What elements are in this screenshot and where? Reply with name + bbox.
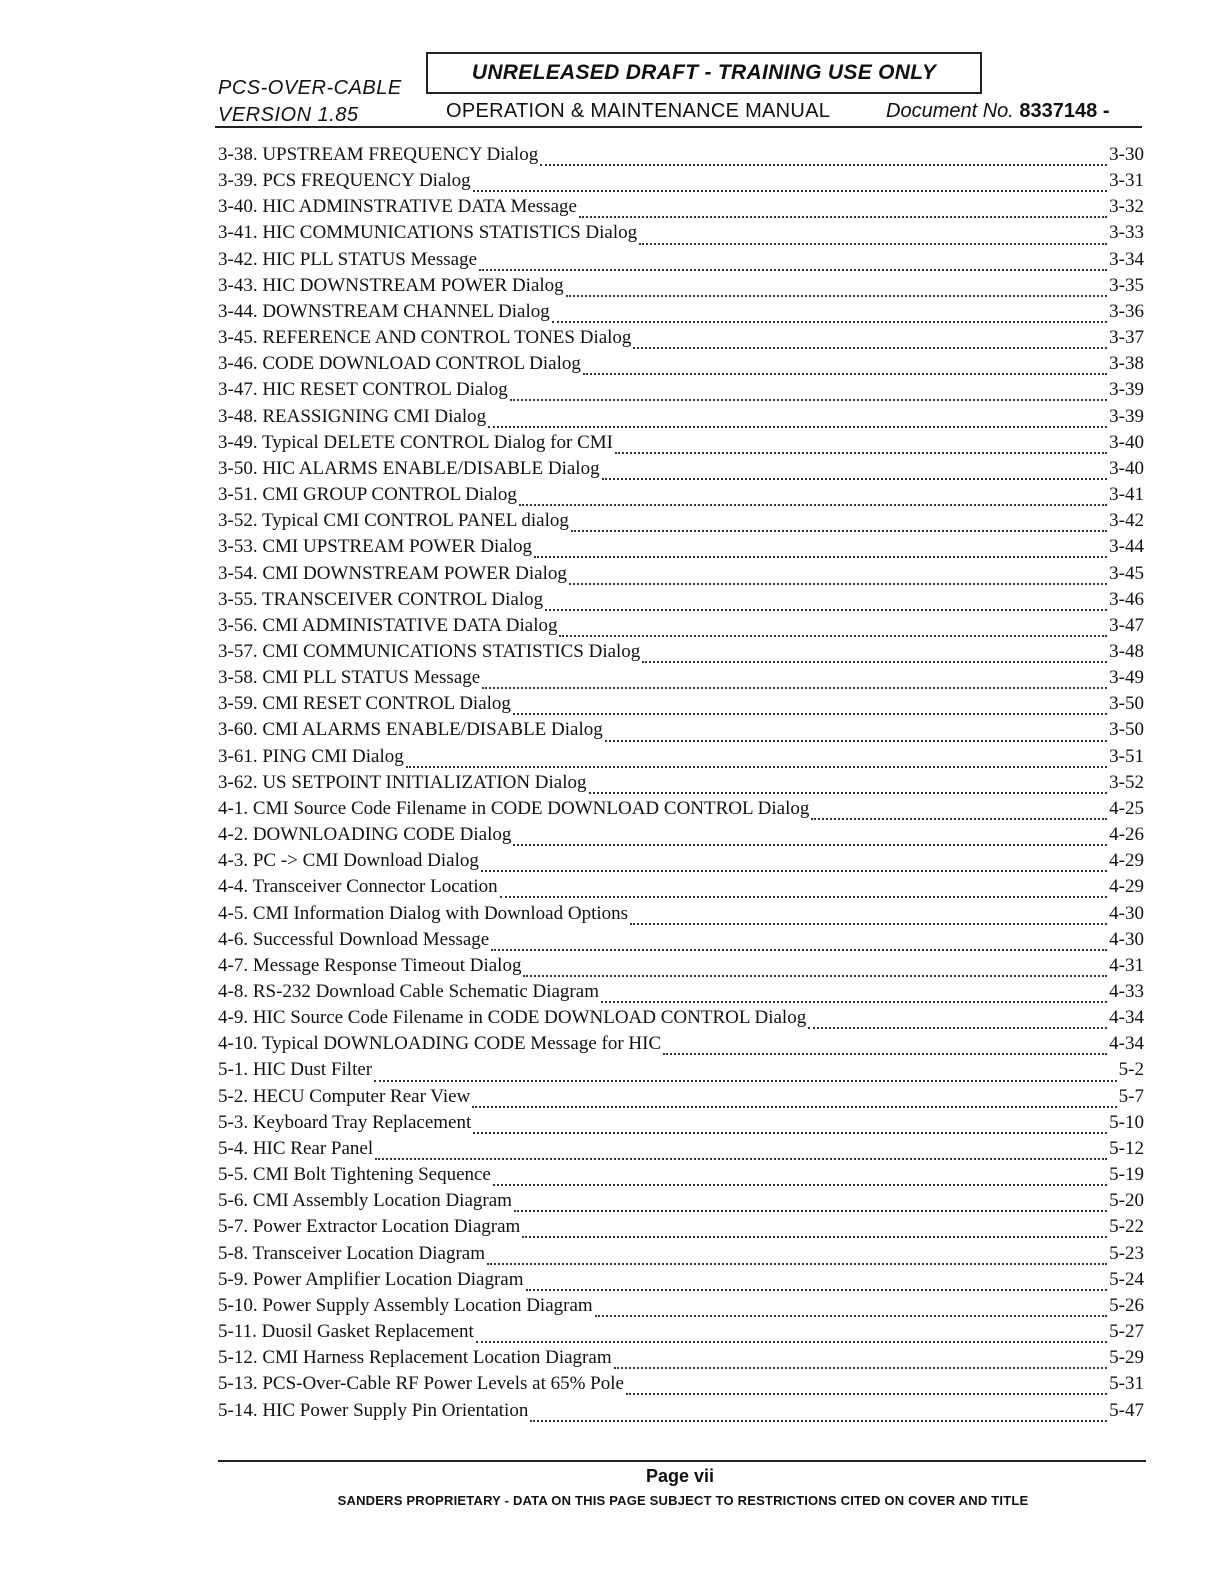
dot-leader (488, 414, 1107, 428)
toc-entry-title: 3-45. REFERENCE AND CONTROL TONES Dialog (218, 327, 632, 349)
dot-leader (491, 937, 1107, 951)
toc-entry-title: 3-53. CMI UPSTREAM POWER Dialog (218, 536, 533, 558)
toc-entry[interactable] (218, 850, 1144, 876)
toc-entry-page: 4-30 (1109, 902, 1144, 924)
toc-entry-title: 3-41. HIC COMMUNICATIONS STATISTICS Dialog (218, 222, 638, 244)
toc-entry[interactable] (218, 353, 1144, 379)
document-label: Document No. (886, 100, 1014, 122)
header-manual-title: OPERATION & MAINTENANCE MANUAL (446, 100, 831, 122)
toc-entry-title: 5-8. Transceiver Location Diagram (218, 1242, 485, 1264)
toc-entry[interactable] (218, 1347, 1144, 1373)
dot-leader (510, 387, 1107, 401)
toc-entry[interactable] (218, 824, 1144, 850)
document-number: 8337148 - (1019, 100, 1110, 122)
dot-leader (534, 544, 1107, 558)
dot-leader (513, 701, 1107, 715)
toc-entry-page: 3-46 (1109, 588, 1144, 610)
dot-leader (583, 361, 1107, 375)
toc-entry[interactable] (218, 563, 1144, 589)
toc-entry-title: 3-47. HIC RESET CONTROL Dialog (218, 379, 508, 401)
toc-entry-page: 5-12 (1109, 1137, 1144, 1159)
footer-divider (218, 1460, 1146, 1462)
toc-entry-title: 5-9. Power Amplifier Location Diagram (218, 1268, 524, 1290)
toc-entry[interactable] (218, 222, 1144, 248)
toc-entry-page: 5-29 (1109, 1347, 1144, 1369)
toc-entry-page: 3-50 (1109, 719, 1144, 741)
toc-entry-page: 3-52 (1109, 771, 1144, 793)
toc-entry-page: 5-24 (1109, 1268, 1144, 1290)
toc-entry-title: 3-60. CMI ALARMS ENABLE/DISABLE Dialog (218, 719, 603, 741)
dot-leader (552, 309, 1107, 323)
toc-entry-title: 3-42. HIC PLL STATUS Message (218, 248, 478, 270)
dot-leader (476, 1329, 1107, 1343)
dot-leader (626, 1381, 1107, 1395)
toc-entry-page: 5-27 (1109, 1321, 1144, 1343)
toc-entry[interactable] (218, 1216, 1144, 1242)
toc-entry[interactable] (218, 1138, 1144, 1164)
dot-leader (473, 178, 1108, 192)
toc-entry-title: 3-39. PCS FREQUENCY Dialog (218, 170, 471, 192)
toc-entry-page: 4-33 (1109, 981, 1144, 1002)
dot-leader (642, 649, 1107, 663)
toc-entry-title: 3-62. US SETPOINT INITIALIZATION Dialog (218, 771, 587, 793)
toc-entry[interactable] (218, 1269, 1144, 1295)
toc-entry-page: 4-34 (1109, 1033, 1144, 1055)
toc-entry-title: 3-59. CMI RESET CONTROL Dialog (218, 693, 511, 715)
toc-entry[interactable] (218, 275, 1144, 301)
toc-entry[interactable] (218, 772, 1144, 798)
toc-entry-page: 3-41 (1109, 484, 1144, 506)
toc-entry[interactable] (218, 301, 1144, 327)
toc-entry-title: 3-38. UPSTREAM FREQUENCY Dialog (218, 144, 539, 165)
toc-entry-page: 4-29 (1109, 850, 1144, 872)
dot-leader (493, 1172, 1107, 1186)
toc-entry[interactable] (218, 196, 1144, 222)
toc-entry-page: 4-26 (1109, 824, 1144, 846)
toc-entry-title: 3-43. HIC DOWNSTREAM POWER Dialog (218, 274, 564, 296)
toc-entry-page: 3-35 (1109, 274, 1144, 296)
dot-leader (374, 1068, 1117, 1082)
toc-entry-title: 4-1. CMI Source Code Filename in CODE DOWNLOAD CONTROL Dialog (218, 797, 810, 819)
toc-entry-title: 3-52. Typical CMI CONTROL PANEL dialog (218, 510, 569, 532)
toc-entry[interactable] (218, 458, 1144, 484)
toc-entry-page: 3-39 (1109, 405, 1144, 427)
toc-entry[interactable] (218, 955, 1144, 981)
toc-entry-title: 5-13. PCS-Over-Cable RF Power Levels at 65% Pole (218, 1373, 624, 1395)
toc-entry-page: 5-22 (1109, 1216, 1144, 1238)
toc-entry[interactable] (218, 484, 1144, 510)
toc-entry-page: 3-48 (1109, 640, 1144, 662)
toc-entry[interactable] (218, 1321, 1144, 1347)
dot-leader (811, 806, 1107, 820)
toc-entry-title: 3-61. PING CMI Dialog (218, 745, 404, 767)
toc-entry[interactable] (218, 249, 1144, 275)
toc-entry-title: 4-3. PC -> CMI Download Dialog (218, 850, 479, 872)
toc-entry[interactable] (218, 327, 1144, 353)
dot-leader (595, 1303, 1107, 1317)
dot-leader (540, 152, 1107, 166)
table-of-contents (218, 144, 1144, 1426)
toc-entry[interactable] (218, 903, 1144, 929)
toc-entry[interactable] (218, 1086, 1144, 1112)
toc-entry[interactable] (218, 1190, 1144, 1216)
toc-entry-title: 5-6. CMI Assembly Location Diagram (218, 1190, 512, 1212)
toc-entry-page: 3-44 (1109, 536, 1144, 558)
dot-leader (523, 963, 1107, 977)
dot-leader (615, 440, 1107, 454)
toc-entry[interactable] (218, 406, 1144, 432)
dot-leader (406, 754, 1107, 768)
dot-leader (472, 1094, 1116, 1108)
dot-leader (530, 1408, 1107, 1422)
dot-leader (614, 1355, 1108, 1369)
dot-leader (526, 1277, 1108, 1291)
toc-entry-page: 3-31 (1109, 170, 1144, 192)
toc-entry-page: 3-32 (1109, 196, 1144, 218)
header-version: VERSION 1.85 (218, 104, 359, 126)
header-product: PCS-OVER-CABLE (218, 77, 402, 99)
dot-leader (487, 1251, 1107, 1265)
toc-entry-page: 5-10 (1109, 1111, 1144, 1133)
toc-entry-title: 5-11. Duosil Gasket Replacement (218, 1321, 474, 1343)
toc-entry-page: 5-23 (1109, 1242, 1144, 1264)
toc-entry-title: 4-5. CMI Information Dialog with Download Options (218, 902, 629, 924)
toc-entry-page: 4-30 (1109, 928, 1144, 950)
toc-entry-page: 5-26 (1109, 1294, 1144, 1316)
toc-entry[interactable] (218, 693, 1144, 719)
toc-entry[interactable] (218, 746, 1144, 772)
toc-entry-title: 4-8. RS-232 Download Cable Schematic Diagram (218, 981, 599, 1002)
toc-entry-title: 5-14. HIC Power Supply Pin Orientation (218, 1399, 529, 1421)
toc-entry-title: 4-10. Typical DOWNLOADING CODE Message for HIC (218, 1033, 662, 1055)
toc-entry-title: 5-10. Power Supply Assembly Location Diagram (218, 1294, 593, 1316)
toc-entry[interactable] (218, 1112, 1144, 1138)
dot-leader (639, 231, 1107, 245)
toc-entry-title: 3-58. CMI PLL STATUS Message (218, 667, 481, 689)
toc-entry[interactable] (218, 1059, 1144, 1085)
toc-entry[interactable] (218, 1373, 1144, 1399)
toc-entry-page: 3-40 (1109, 431, 1144, 453)
toc-entry-title: 4-6. Successful Download Message (218, 928, 490, 950)
draft-banner: UNRELEASED DRAFT - TRAINING USE ONLY (426, 52, 982, 94)
toc-entry[interactable] (218, 432, 1144, 458)
toc-entry-title: 3-44. DOWNSTREAM CHANNEL Dialog (218, 300, 550, 322)
toc-entry-page: 3-33 (1109, 222, 1144, 244)
toc-entry-page: 3-50 (1109, 693, 1144, 715)
toc-entry-page: 4-34 (1109, 1007, 1144, 1029)
toc-entry-page: 3-49 (1109, 667, 1144, 689)
toc-entry[interactable] (218, 536, 1144, 562)
toc-entry-page: 3-36 (1109, 300, 1144, 322)
toc-entry[interactable] (218, 981, 1144, 1007)
toc-entry-page: 3-45 (1109, 562, 1144, 584)
header-divider (215, 126, 1142, 128)
toc-entry-title: 5-1. HIC Dust Filter (218, 1059, 373, 1081)
dot-leader (482, 675, 1107, 689)
toc-entry[interactable] (218, 510, 1144, 536)
toc-entry-title: 3-56. CMI ADMINISTATIVE DATA Dialog (218, 614, 558, 636)
dot-leader (545, 597, 1107, 611)
dot-leader (522, 1224, 1107, 1238)
toc-entry[interactable] (218, 615, 1144, 641)
toc-entry-page: 5-20 (1109, 1190, 1144, 1212)
dot-leader (602, 466, 1108, 480)
toc-entry[interactable] (218, 929, 1144, 955)
dot-leader (571, 518, 1107, 532)
header-document-number (886, 100, 1109, 123)
toc-entry-title: 3-54. CMI DOWNSTREAM POWER Dialog (218, 562, 567, 584)
toc-entry-page: 3-42 (1109, 510, 1144, 532)
dot-leader (663, 1041, 1107, 1055)
dot-leader (808, 1015, 1107, 1029)
page-number: Page vii (645, 1466, 715, 1486)
toc-entry[interactable] (218, 1007, 1144, 1033)
toc-entry-page: 3-39 (1109, 379, 1144, 401)
toc-entry-page: 5-31 (1109, 1373, 1144, 1395)
toc-entry-title: 5-12. CMI Harness Replacement Location Diagram (218, 1347, 612, 1369)
dot-leader (375, 1146, 1107, 1160)
toc-entry-page: 3-38 (1109, 353, 1144, 375)
toc-entry-page: 4-25 (1109, 797, 1144, 819)
toc-entry[interactable] (218, 1243, 1144, 1269)
toc-entry[interactable] (218, 667, 1144, 693)
toc-entry[interactable] (218, 1164, 1144, 1190)
toc-entry[interactable] (218, 1033, 1144, 1059)
dot-leader (633, 335, 1107, 349)
dot-leader (579, 204, 1107, 218)
toc-entry-title: 3-50. HIC ALARMS ENABLE/DISABLE Dialog (218, 457, 600, 479)
toc-entry[interactable] (218, 170, 1144, 196)
toc-entry-title: 4-9. HIC Source Code Filename in CODE DOWNLOAD CONTROL Dialog (218, 1007, 807, 1029)
dot-leader (601, 989, 1107, 1003)
toc-entry-title: 3-57. CMI COMMUNICATIONS STATISTICS Dialog (218, 640, 641, 662)
proprietary-notice: SANDERS PROPRIETARY - DATA ON THIS PAGE SUBJECT TO RESTRICTIONS CITED ON COVER AND TITLE (337, 1493, 1029, 1508)
dot-leader (566, 283, 1107, 297)
toc-entry-page: 3-40 (1109, 457, 1144, 479)
dot-leader (559, 623, 1107, 637)
dot-leader (479, 257, 1107, 271)
toc-entry[interactable] (218, 876, 1144, 902)
dot-leader (630, 911, 1107, 925)
toc-entry-title: 3-49. Typical DELETE CONTROL Dialog for CMI (218, 431, 613, 453)
toc-entry-page: 3-47 (1109, 614, 1144, 636)
toc-entry-title: 5-7. Power Extractor Location Diagram (218, 1216, 521, 1238)
toc-entry-title: 4-4. Transceiver Connector Location (218, 876, 498, 898)
toc-entry-title: 5-5. CMI Bolt Tightening Sequence (218, 1164, 491, 1186)
toc-entry-page: 3-37 (1109, 327, 1144, 349)
dot-leader (569, 571, 1107, 585)
toc-entry-title: 5-4. HIC Rear Panel (218, 1137, 374, 1159)
dot-leader (514, 1198, 1107, 1212)
toc-entry-page: 5-19 (1109, 1164, 1144, 1186)
toc-entry-title: 4-2. DOWNLOADING CODE Dialog (218, 824, 512, 846)
toc-entry[interactable] (218, 719, 1144, 745)
toc-entry-title: 3-46. CODE DOWNLOAD CONTROL Dialog (218, 353, 581, 375)
toc-entry-page: 3-30 (1109, 144, 1144, 165)
dot-leader (500, 884, 1108, 898)
toc-entry-title: 3-55. TRANSCEIVER CONTROL Dialog (218, 588, 544, 610)
toc-entry-title: 3-40. HIC ADMINSTRATIVE DATA Message (218, 196, 577, 218)
toc-entry-title: 3-48. REASSIGNING CMI Dialog (218, 405, 487, 427)
dot-leader (605, 728, 1107, 742)
toc-entry-page: 5-2 (1118, 1059, 1144, 1081)
toc-entry-page: 5-47 (1109, 1399, 1144, 1421)
toc-entry[interactable] (218, 1295, 1144, 1321)
dot-leader (519, 492, 1107, 506)
toc-entry-page: 4-31 (1109, 954, 1144, 976)
toc-entry[interactable] (218, 1400, 1144, 1426)
toc-entry-page: 4-29 (1109, 876, 1144, 898)
dot-leader (589, 780, 1108, 794)
toc-entry[interactable] (218, 798, 1144, 824)
toc-entry-title: 3-51. CMI GROUP CONTROL Dialog (218, 484, 517, 506)
toc-entry[interactable] (218, 379, 1144, 405)
toc-entry-page: 3-34 (1109, 248, 1144, 270)
dot-leader (513, 832, 1107, 846)
toc-entry-title: 5-3. Keyboard Tray Replacement (218, 1111, 472, 1133)
dot-leader (481, 858, 1107, 872)
toc-entry[interactable] (218, 144, 1144, 170)
toc-entry[interactable] (218, 641, 1144, 667)
toc-entry[interactable] (218, 589, 1144, 615)
toc-entry-title: 4-7. Message Response Timeout Dialog (218, 954, 522, 976)
dot-leader (473, 1120, 1107, 1134)
toc-entry-page: 5-7 (1118, 1085, 1144, 1107)
toc-entry-page: 3-51 (1109, 745, 1144, 767)
toc-entry-title: 5-2. HECU Computer Rear View (218, 1085, 471, 1107)
